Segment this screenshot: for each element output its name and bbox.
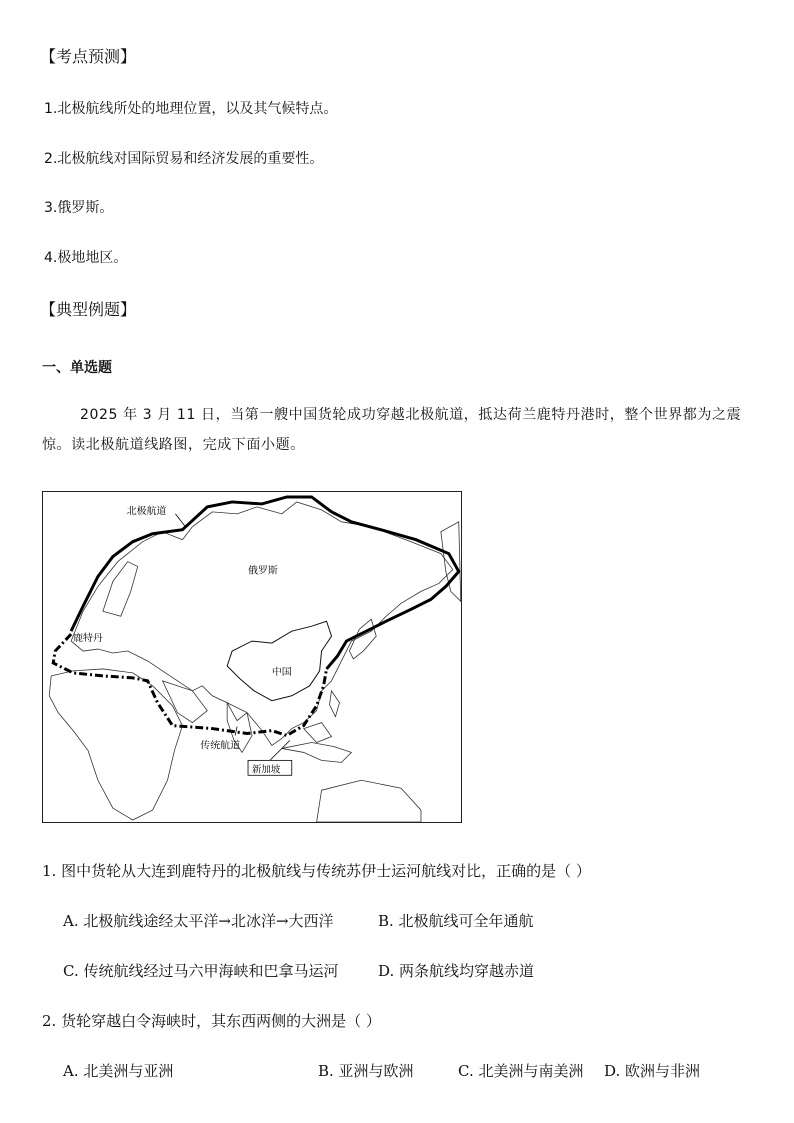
traditional-route-leader	[235, 727, 237, 736]
question-1-option-a[interactable]: A. 北极航线途经太平洋→北冰洋→大西洋	[63, 912, 334, 930]
arctic-route-line	[71, 497, 459, 669]
question-1-stem: 1. 图中货轮从大连到鹿特丹的北极航线与传统苏伊士运河航线对比，正确的是（ ）	[42, 862, 591, 880]
africa-outline	[49, 669, 182, 820]
question-1-option-d[interactable]: D. 两条航线均穿越赤道	[378, 962, 535, 980]
label-singapore: 新加坡	[252, 765, 281, 776]
china-border	[227, 621, 331, 701]
label-china: 中国	[271, 666, 292, 678]
question-2-option-a[interactable]: A. 北美洲与亚洲	[63, 1062, 174, 1080]
scandinavia-outline	[103, 562, 138, 617]
eurasia-outline	[71, 502, 453, 746]
forecast-item-1: 1.北极航线所处的地理位置，以及其气候特点。	[44, 101, 338, 117]
part-one-title: 一、单选题	[42, 360, 112, 376]
question-1-option-c[interactable]: C. 传统航线经过马六甲海峡和巴拿马运河	[63, 962, 339, 980]
question-1-option-b[interactable]: B. 北极航线可全年通航	[378, 912, 534, 930]
question-2-option-b[interactable]: B. 亚洲与欧洲	[318, 1062, 414, 1080]
forecast-title: 【考点预测】	[40, 47, 137, 66]
label-russia: 俄罗斯	[248, 565, 278, 577]
arctic-route-map	[42, 491, 462, 823]
singapore-leader	[270, 740, 290, 760]
indonesia-outline	[282, 742, 352, 762]
examples-title: 【典型例题】	[40, 300, 137, 319]
philippines-outline	[330, 691, 340, 717]
label-arctic-route: 北极航道	[126, 505, 167, 517]
intro-paragraph: 2025 年 3 月 11 日，当第一艘中国货轮成功穿越北极航道，抵达荷兰鹿特丹港时，整个世界都为之震惊。读北极航道线路图，完成下面小题。	[42, 407, 742, 453]
question-2-option-d[interactable]: D. 欧洲与非洲	[604, 1062, 701, 1080]
australia-outline	[317, 780, 421, 822]
forecast-item-3: 3.俄罗斯。	[44, 200, 114, 216]
question-2-stem: 2. 货轮穿越白令海峡时，其东西两侧的大洲是（ ）	[42, 1012, 381, 1030]
label-rotterdam: 鹿特丹	[73, 633, 103, 645]
borneo-outline	[304, 723, 332, 743]
forecast-item-2: 2.北极航线对国际贸易和经济发展的重要性。	[44, 151, 324, 167]
arctic-route-leader	[175, 514, 185, 527]
label-traditional-route: 传统航道	[200, 740, 241, 752]
forecast-item-4: 4.极地地区。	[44, 250, 128, 266]
question-2-option-c[interactable]: C. 北美洲与南美洲	[458, 1062, 584, 1080]
